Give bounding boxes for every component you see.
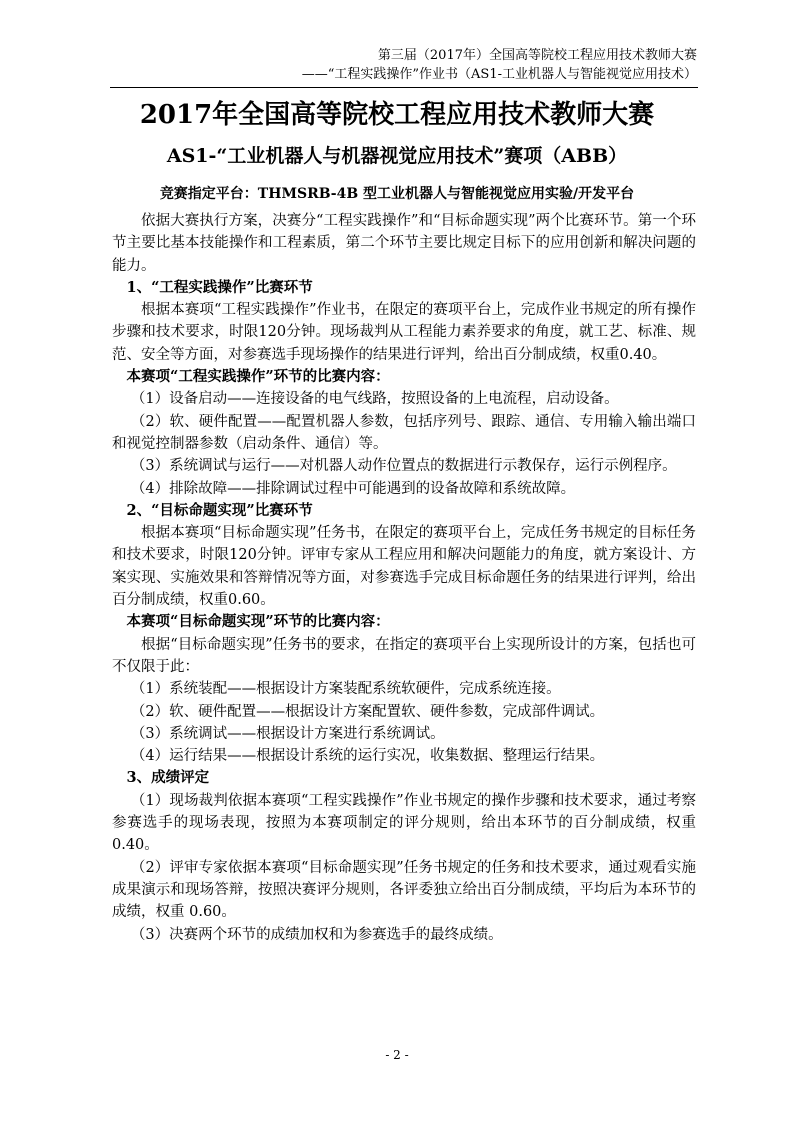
section-1-heading: 1、“工程实践操作”比赛环节 (126, 278, 313, 296)
section-3-item: （3）决赛两个环节的成绩加权和为参赛选手的最终成绩。 (130, 926, 503, 943)
running-header (97, 46, 697, 84)
intro-paragraph: 依据大赛执行方案，决赛分“工程实践操作”和“目标命题实现”两个比赛环节。第一个环节主要比基本技能操作和工程素质，第二个环节主要比规定目标下的应用创新和解决问题的能力。 (112, 213, 696, 274)
section-2-item: （4）运行结果——根据设计系统的运行实况，收集数据、整理运行结果。 (130, 748, 605, 765)
section-1-item: （2）软、硬件配置——配置机器人参数，包括序列号、跟踪、通信、专用输入输出端口和视觉控制器参数（启动条件、通信）等。 (112, 413, 696, 452)
page-number: - 2 - (385, 1048, 409, 1062)
section-2-paragraph: 根据本赛项“目标命题实现”任务书，在限定的赛项平台上，完成任务书规定的目标任务和技术要求，时限120分钟。评审专家从工程应用和解决问题能力的角度，就方案设计、方案实现、实施效果和答辩情况等方面，对参赛选手完成目标命题任务的结果进行评判，给出百分制成绩，权重0.60。 (112, 525, 696, 609)
page-subtitle: AS1-“工业机器人与机器视觉应用技术”赛项（ABB） (166, 145, 628, 167)
section-3-heading: 3、成绩评定 (126, 769, 210, 787)
header-line-1: 第三届（2017年）全国高等院校工程应用技术教师大赛 (377, 48, 697, 63)
section-2-paragraph-2: 根据“目标命题实现”任务书的要求，在指定的赛项平台上实现所设计的方案，包括也可不仅限于此： (112, 636, 696, 675)
section-2-item: （3）系统调试——根据设计方案进行系统调试。 (130, 725, 445, 742)
section-2-item: （2）软、硬件配置——根据设计方案配置软、硬件参数，完成部件调试。 (130, 703, 605, 720)
platform-line: 竞赛指定平台：THMSRB-4B 型工业机器人与智能视觉应用实验/开发平台 (159, 186, 635, 202)
header-line-2: ——“工程实践操作”作业书（AS1-工业机器人与智能视觉应用技术） (301, 67, 697, 82)
page-title: 2017年全国高等院校工程应用技术教师大赛 (139, 100, 655, 130)
section-2-subheading: 本赛项“目标命题实现”环节的比赛内容： (126, 613, 390, 631)
section-1-item: （1）设备启动——连接设备的电气线路，按照设备的上电流程，启动设备。 (130, 391, 619, 408)
section-2-item: （1）系统装配——根据设计方案装配系统软硬件，完成系统连接。 (130, 681, 561, 698)
section-1-item: （3）系统调试与运行——对机器人动作位置点的数据进行示教保存，运行示例程序。 (130, 458, 677, 475)
section-2-heading: 2、“目标命题实现”比赛环节 (126, 501, 313, 519)
header-divider (110, 87, 698, 88)
section-1-subheading: 本赛项“工程实践操作”环节的比赛内容： (126, 368, 390, 386)
section-1-paragraph: 根据本赛项“工程实践操作”作业书，在限定的赛项平台上，完成作业书规定的所有操作步骤和技术要求，时限120分钟。现场裁判从工程能力素养要求的角度，就工艺、标准、规范、安全等方面，对参赛选手现场操作的结果进行评判，给出百分制成绩，权重0.40。 (112, 302, 696, 363)
section-3-item: （1）现场裁判依据本赛项“工程实践操作”作业书规定的操作步骤和技术要求，通过考察参赛选手的现场表现，按照为本赛项制定的评分规则，给出本环节的百分制成绩，权重 0.40。 (112, 792, 696, 854)
document-body (112, 210, 696, 946)
section-1-item: （4）排除故障——排除调试过程中可能遇到的设备故障和系统故障。 (130, 480, 576, 497)
section-3-item: （2）评审专家依据本赛项“目标命题实现”任务书规定的任务和技术要求，通过观看实施成果演示和现场答辩，按照决赛评分规则，各评委独立给出百分制成绩，平均后为本环节的成绩，权重 0.60。 (112, 859, 696, 921)
